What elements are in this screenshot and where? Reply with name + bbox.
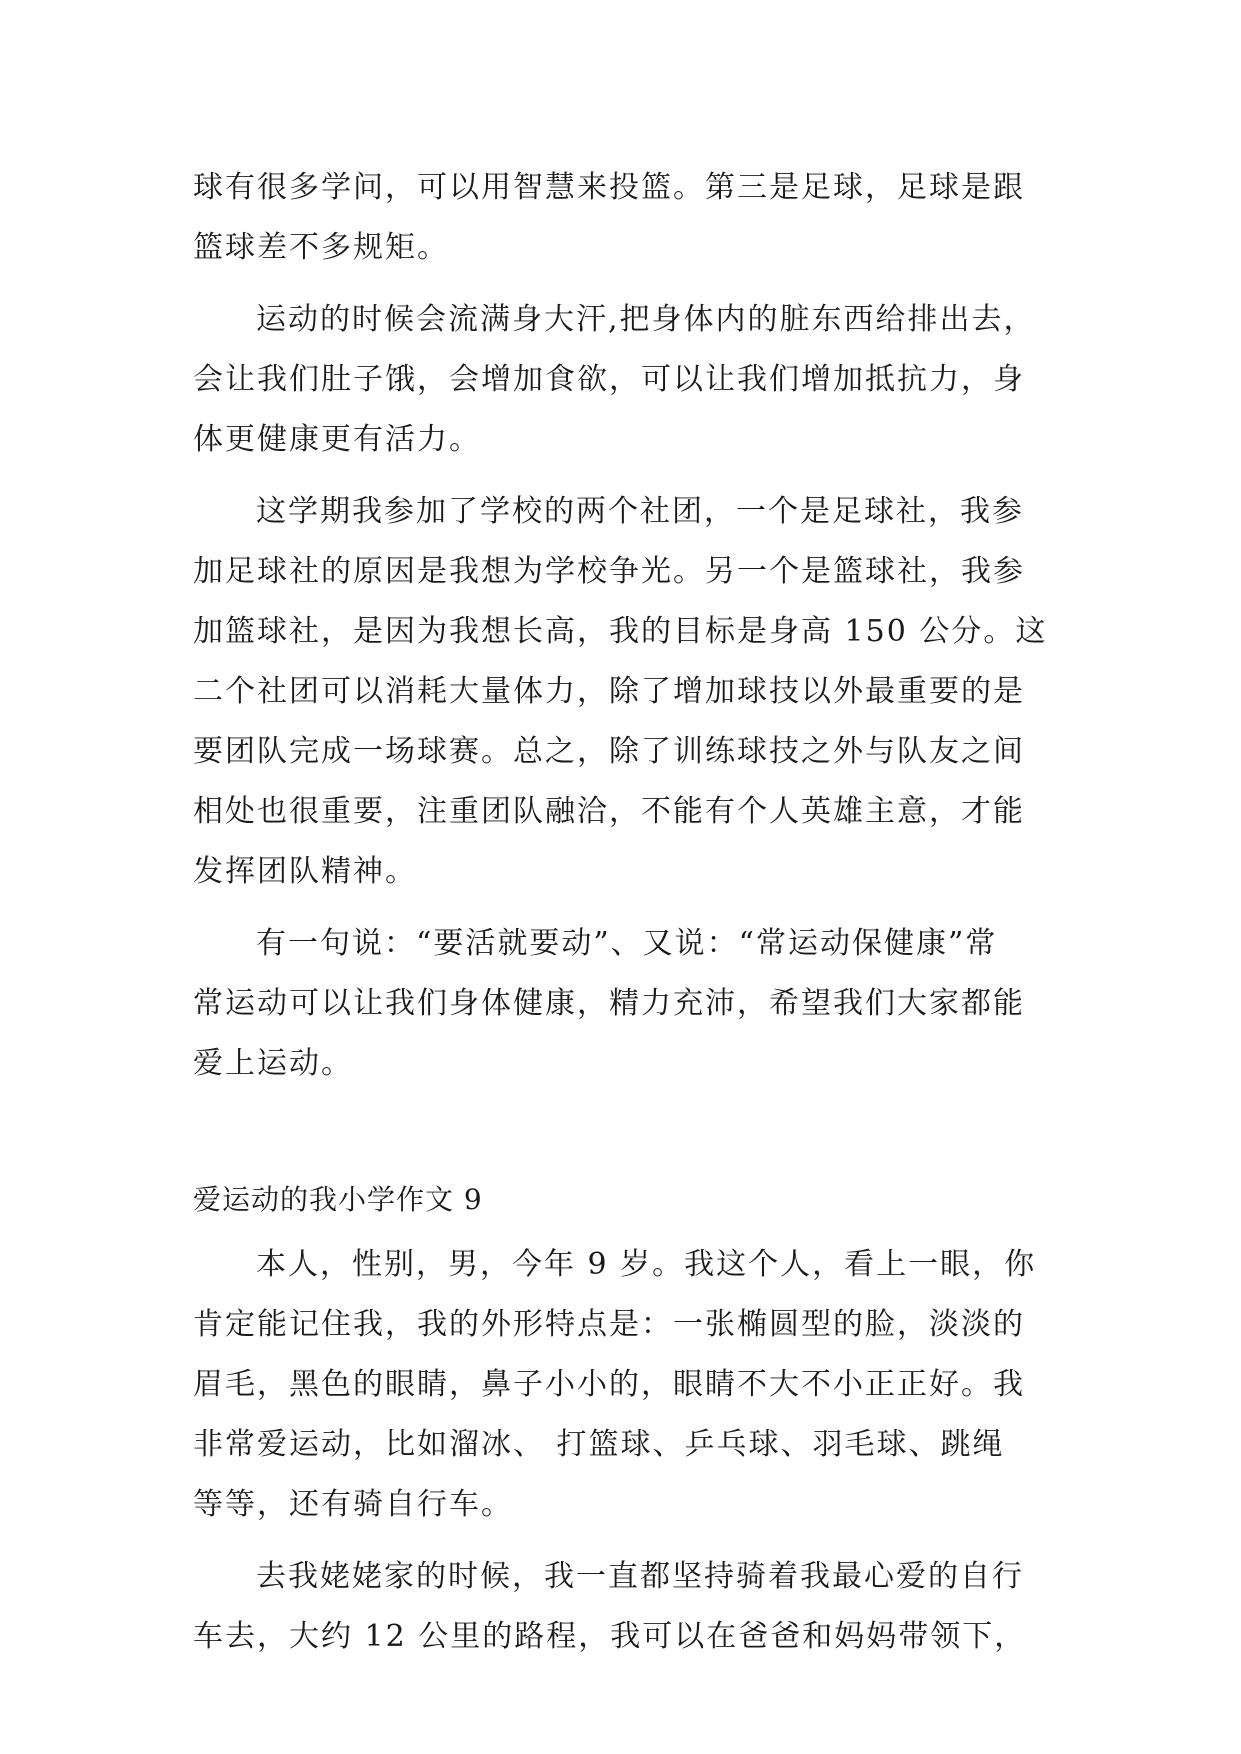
paragraph-line: 球有很多学问，可以用智慧来投篮。第三是足球，足球是跟 [193, 170, 1025, 205]
paragraph-line: 有一句说：“要活就要动”、又说：“常运动保健康”常 [256, 926, 998, 961]
paragraph-line: 爱上运动。 [193, 1046, 353, 1081]
paragraph-line: 这学期我参加了学校的两个社团，一个是足球社，我参 [256, 494, 1024, 529]
paragraph-line: 车去，大约 12 公里的路程，我可以在爸爸和妈妈带领下， [193, 1619, 1027, 1654]
paragraph-line: 本人，性别，男，今年 9 岁。我这个人，看上一眼，你 [256, 1247, 1037, 1282]
paragraph-line: 发挥团队精神。 [193, 854, 417, 889]
paragraph-line: 相处也很重要，注重团队融洽，不能有个人英雄主意，才能 [193, 794, 1025, 829]
essay-title: 爱运动的我小学作文 9 [193, 1183, 483, 1216]
paragraph-line: 去我姥姥家的时候，我一直都坚持骑着我最心爱的自行 [256, 1559, 1024, 1594]
paragraph-line: 会让我们肚子饿，会增加食欲，可以让我们增加抵抗力，身 [193, 362, 1025, 397]
paragraph-line: 篮球差不多规矩。 [193, 230, 449, 265]
paragraph-line: 要团队完成一场球赛。总之，除了训练球技之外与队友之间 [193, 734, 1025, 769]
paragraph-line: 运动的时候会流满身大汗,把身体内的脏东西给排出去， [256, 302, 1036, 337]
paragraph-line: 眉毛，黑色的眼睛，鼻子小小的，眼睛不大不小正正好。我 [193, 1367, 1025, 1402]
paragraph-line: 二个社团可以消耗大量体力，除了增加球技以外最重要的是 [193, 674, 1025, 709]
paragraph-line: 体更健康更有活力。 [193, 422, 481, 457]
paragraph-line: 非常爱运动，比如溜冰、 打篮球、乒乓球、羽毛球、跳绳 [193, 1427, 1005, 1462]
paragraph-line: 加篮球社，是因为我想长高，我的目标是身高 150 公分。这 [193, 614, 1048, 649]
paragraph-line: 常运动可以让我们身体健康，精力充沛，希望我们大家都能 [193, 986, 1025, 1021]
paragraph-line: 加足球社的原因是我想为学校争光。另一个是篮球社，我参 [193, 554, 1025, 589]
paragraph-line: 等等，还有骑自行车。 [193, 1487, 513, 1522]
paragraph-line: 肯定能记住我，我的外形特点是：一张椭圆型的脸，淡淡的 [193, 1307, 1025, 1342]
